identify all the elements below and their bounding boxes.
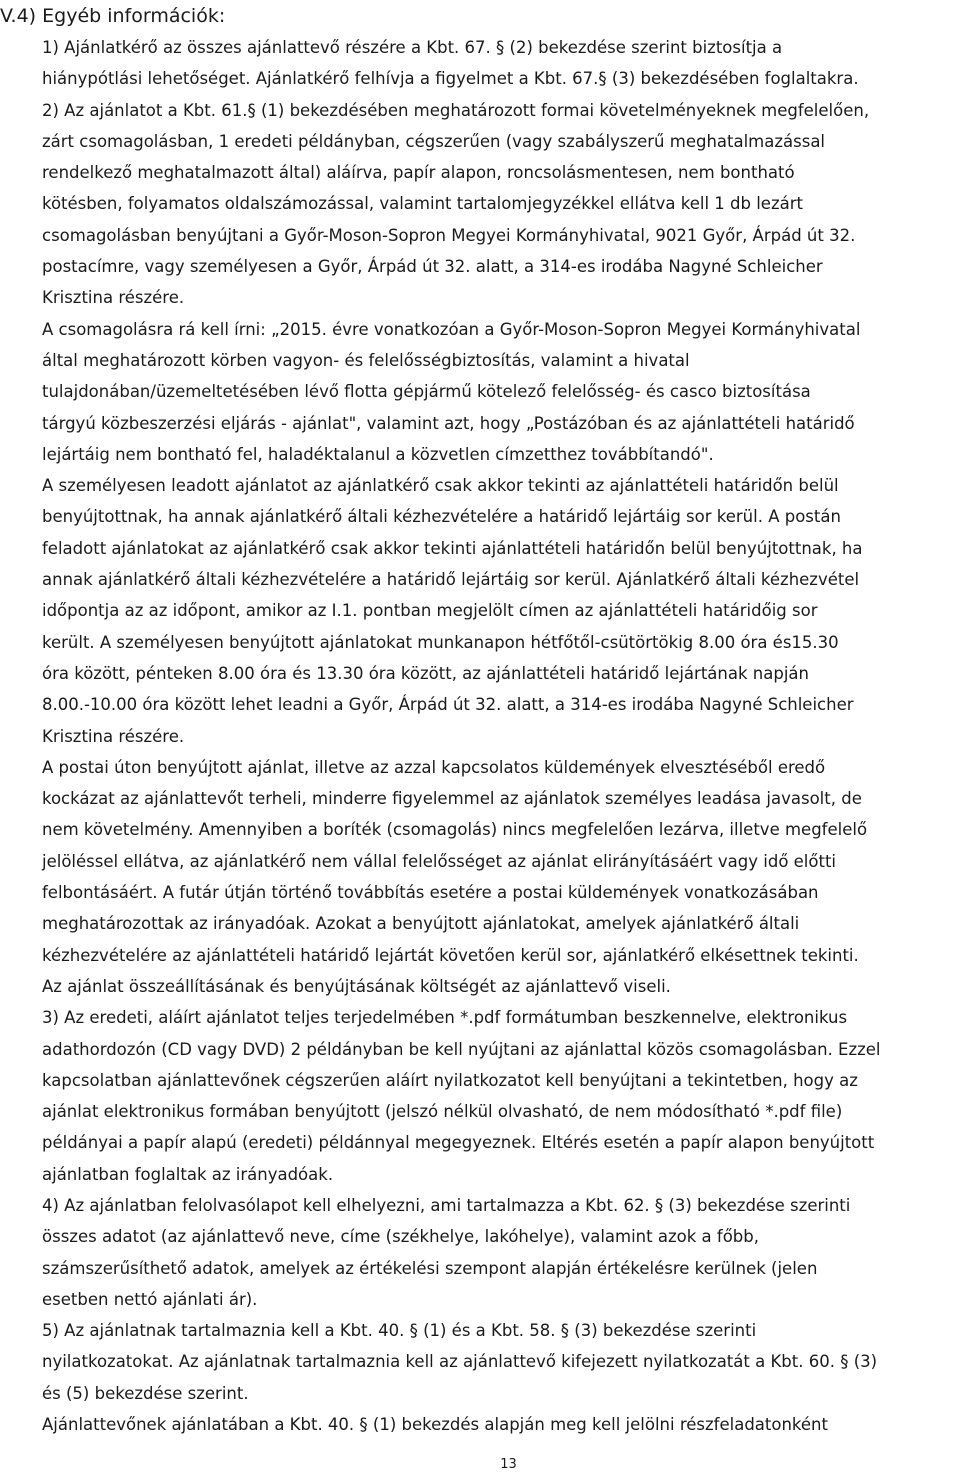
text-line: benyújtottnak, ha annak ajánlatkérő általi kézhezvételére a határidő lejártáig sor kerül. A postán <box>42 507 841 527</box>
text-line: nyilatkozatokat. Az ajánlatnak tartalmaznia kell az ajánlattevő kifejezett nyilatkozatát a Kbt. 60. § (3) <box>42 1352 878 1372</box>
text-line: 8.00.-10.00 óra között lehet leadni a Győr, Árpád út 32. alatt, a 314-es irodába Nagyné Schleicher <box>42 695 854 715</box>
text-line: 3) Az eredeti, aláírt ajánlatot teljes terjedelmében *.pdf formátumban beszkennelve, elektronikus <box>42 1008 848 1028</box>
text-line: került. A személyesen benyújtott ajánlatokat munkanapon hétfőtől-csütörtökig 8.00 óra és15.30 <box>42 632 839 652</box>
text-line: tárgyú közbeszerzési eljárás - ajánlat", valamint azt, hogy „Postázóban és az ajánlattételi határidő <box>42 413 855 433</box>
section-heading: V.4) Egyéb információk: <box>0 5 226 27</box>
text-line: annak ajánlatkérő általi kézhezvételére a határidő lejártáig sor kerül. Ajánlatkérő általi kézhezvétel <box>42 570 860 590</box>
text-line: jelöléssel ellátva, az ajánlatkérő nem vállal felelősséget az ajánlat elirányításáért vagy idő előtti <box>42 851 837 871</box>
text-line: A csomagolásra rá kell írni: „2015. évre vonatkozóan a Győr-Moson-Sopron Megyei Kormányhivatal <box>42 319 861 339</box>
paragraph <box>42 470 960 752</box>
text-line: felbontásáért. A futár útján történő továbbítás esetére a postai küldemények vonatkozásában <box>42 883 819 903</box>
paragraph <box>42 752 960 1002</box>
document-body <box>42 32 960 1440</box>
text-line: nem követelmény. Amennyiben a boríték (csomagolás) nincs megfelelően lezárva, illetve megfelelő <box>42 820 868 840</box>
text-line: feladott ajánlatokat az ajánlatkérő csak akkor tekinti ajánlattételi határidőn belül benyújtottnak, ha <box>42 538 863 558</box>
paragraph <box>42 32 960 95</box>
text-line: összes adatot (az ajánlattevő neve, címe (székhelye, lakóhelye), valamint azok a főbb, <box>42 1227 759 1247</box>
text-line: kézhezvételére az ajánlattételi határidő lejártát követően kerül sor, ajánlatkérő elkésettnek tekinti. <box>42 945 859 965</box>
text-line: A postai úton benyújtott ajánlat, illetve az azzal kapcsolatos küldemények elvesztéséből eredő <box>42 757 826 777</box>
text-line: Ajánlattevőnek ajánlatában a Kbt. 40. § (1) bekezdés alapján meg kell jelölni részfeladatonként <box>42 1415 828 1435</box>
text-line: Krisztina részére. <box>42 726 185 746</box>
page-number: 13 <box>500 1457 517 1472</box>
text-line: példányai a papír alapú (eredeti) példánnyal megegyeznek. Eltérés esetén a papír alapon benyújtott <box>42 1133 875 1153</box>
paragraph <box>42 1315 960 1409</box>
text-line: időpontja az az időpont, amikor az I.1. pontban megjelölt címen az ajánlattételi határidőig sor <box>42 601 818 621</box>
paragraph <box>42 1002 960 1190</box>
text-line: csomagolásban benyújtani a Győr-Moson-Sopron Megyei Kormányhivatal, 9021 Győr, Árpád út 32. <box>42 225 856 245</box>
text-line: tulajdonában/üzemeltetésében lévő flotta gépjármű kötelező felelősség- és casco biztosítása <box>42 382 811 402</box>
text-line: számszerűsíthető adatok, amelyek az értékelési szempont alapján értékelésre kerülnek (jelen <box>42 1258 818 1278</box>
text-line: 5) Az ajánlatnak tartalmaznia kell a Kbt. 40. § (1) és a Kbt. 58. § (3) bekezdése szerinti <box>42 1321 757 1341</box>
text-line: esetben nettó ajánlati ár). <box>42 1289 258 1309</box>
text-line: kockázat az ajánlattevőt terheli, minderre figyelemmel az ajánlatok személyes leadása javasolt, de <box>42 789 862 809</box>
text-line: hiánypótlási lehetőséget. Ajánlatkérő felhívja a figyelmet a Kbt. 67.§ (3) bekezdésében foglaltakra. <box>42 69 859 89</box>
text-line: és (5) bekezdése szerint. <box>42 1383 249 1403</box>
text-line: Krisztina részére. <box>42 288 185 308</box>
text-line: postacímre, vagy személyesen a Győr, Árpád út 32. alatt, a 314-es irodába Nagyné Schleicher <box>42 257 823 277</box>
paragraph <box>42 1409 960 1440</box>
text-line: ajánlat elektronikus formában benyújtott (jelszó nélkül olvasható, de nem módosítható *.pdf file) <box>42 1102 843 1122</box>
text-line: kapcsolatban ajánlattevőnek cégszerűen aláírt nyilatkozatot kell benyújtani a tekintetben, hogy az <box>42 1070 858 1090</box>
text-line: meghatározottak az irányadóak. Azokat a benyújtott ajánlatokat, amelyek ajánlatkérő általi <box>42 914 800 934</box>
text-line: Az ajánlat összeállításának és benyújtásának költségét az ajánlattevő viseli. <box>42 976 671 996</box>
text-line: 4) Az ajánlatban felolvasólapot kell elhelyezni, ami tartalmazza a Kbt. 62. § (3) bekezdése szerinti <box>42 1195 851 1215</box>
paragraph <box>42 1190 960 1315</box>
text-line: A személyesen leadott ajánlatot az ajánlatkérő csak akkor tekinti az ajánlattételi határidőn belül <box>42 476 839 496</box>
paragraph <box>42 95 960 314</box>
text-line: lejártáig nem bontható fel, haladéktalanul a közvetlen címzetthez továbbítandó". <box>42 444 714 464</box>
text-line: zárt csomagolásban, 1 eredeti példányban, cégszerűen (vagy szabályszerű meghatalmazással <box>42 131 826 151</box>
text-line: ajánlatban foglaltak az irányadóak. <box>42 1164 334 1184</box>
text-line: rendelkező meghatalmazott által) aláírva, papír alapon, roncsolásmentesen, nem bontható <box>42 163 795 183</box>
text-line: által meghatározott körben vagyon- és felelősségbiztosítás, valamint a hivatal <box>42 350 690 370</box>
text-line: kötésben, folyamatos oldalszámozással, valamint tartalomjegyzékkel ellátva kell 1 db lezárt <box>42 194 803 214</box>
text-line: 2) Az ajánlatot a Kbt. 61.§ (1) bekezdésében meghatározott formai követelményeknek megfelelően, <box>42 100 870 120</box>
paragraph <box>42 314 960 470</box>
text-line: 1) Ajánlatkérő az összes ajánlattevő részére a Kbt. 67. § (2) bekezdése szerint biztosítja a <box>42 38 783 57</box>
text-line: adathordozón (CD vagy DVD) 2 példányban be kell nyújtani az ajánlattal közös csomagolásban. Ezzel <box>42 1039 881 1059</box>
text-line: óra között, pénteken 8.00 óra és 13.30 óra között, az ajánlattételi határidő lejártának napján <box>42 663 809 683</box>
